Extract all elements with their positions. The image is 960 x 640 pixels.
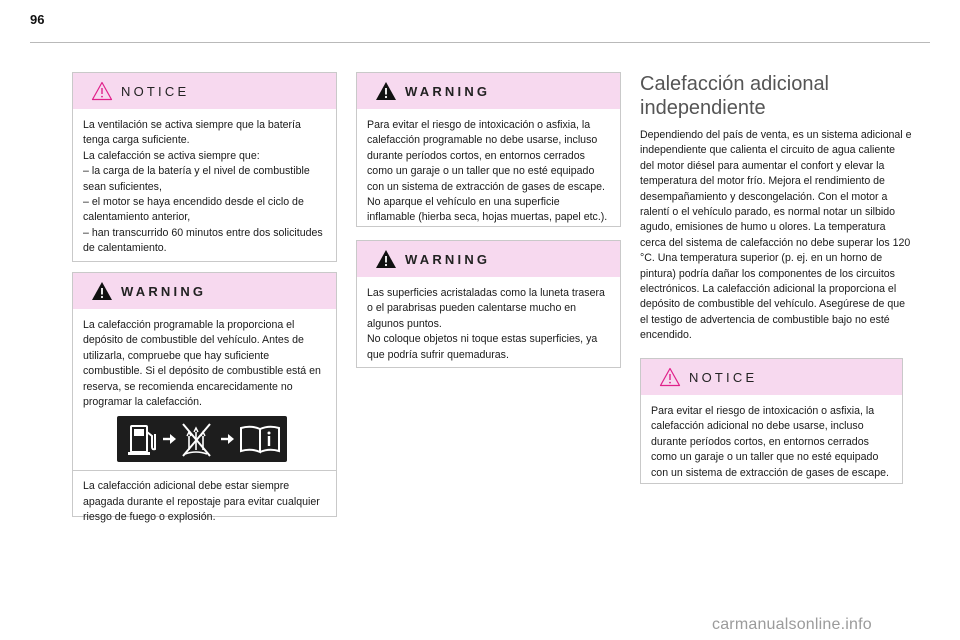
arrow-icon	[221, 434, 234, 444]
warning-body	[357, 277, 620, 373]
warning-box-middle-1	[356, 72, 621, 227]
warning-text: La calefacción programable la proporciona el depósito de combustible del vehículo. Antes de utilizarla, compruebe que hay suficiente combustible. Si el depósito de combustible está en reserva, se recomienda encarecidamente no programar la calefacción.	[83, 319, 321, 409]
notice-box-left	[72, 72, 337, 262]
notice-box-right	[640, 358, 903, 484]
section-title-line1: Calefacción adicional	[640, 73, 830, 95]
section-text: Dependiendo del país de venta, es un sistema adicional e independiente que calienta el circuito de agua caliente del motor diésel para aumentar el confort y elevar la temperatura del motor frío. Mejora el rendimiento de desempañamiento y descongelación. Con el motor a ralentí o el vehículo parado, es normal notar un silbido agudo, emisiones de humo u olores. La temperatura cerca del sistema de calefacción no debe superar los 120 °C. Una temperatura superior (p. ej. en un horno de pintura) podría dañar los componentes de los circuitos electrónicos. La calefacción adicional la proporciona el depósito de combustible del vehículo. Asegúrese de que el testigo de advertencia de combustible bajo no esté encendido.	[640, 129, 912, 342]
warning-triangle-icon	[375, 249, 397, 269]
notice-header	[641, 359, 902, 395]
warning-divider	[73, 470, 336, 471]
notice-triangle-icon	[659, 367, 681, 387]
section-title-line2: independiente	[640, 97, 766, 119]
warning-triangle-icon	[91, 281, 113, 301]
warning-header	[357, 73, 620, 109]
warning-text-after: La calefacción adicional debe estar siempre apagada durante el repostaje para evitar cualquier riesgo de fuego o explosión.	[83, 480, 320, 524]
heater-crossed-icon	[183, 424, 210, 456]
warning-header	[357, 241, 620, 277]
arrow-icon	[163, 434, 176, 444]
page-number: 96	[30, 12, 45, 27]
notice-body	[73, 109, 336, 267]
notice-text: La ventilación se activa siempre que la batería tenga carga suficiente. La calefacción se activa siempre que: – la carga de la batería y el nivel de combustible sean suficientes, – el motor se haya encendido desde el ciclo de calentamiento anterior, – han transcurrido 60 minutos entre dos solicitudes de calentamiento.	[83, 119, 323, 255]
manual-book-icon	[241, 427, 279, 452]
notice-header	[73, 73, 336, 109]
warning-box-left	[72, 272, 337, 524]
warning-box-middle-2	[356, 240, 621, 368]
warning-text: Para evitar el riesgo de intoxicación o asfixia, la calefacción programable no debe usarse, incluso durante períodos cortos, en entornos cerrados como un garaje o un taller que no esté equipado con un sistema de extracción de gases de escape. No aparque el vehículo en una superficie inflamable (hierba seca, hojas muertas, papel etc.).	[367, 119, 608, 224]
warning-heading: WARNING	[121, 283, 207, 299]
notice-heading: NOTICE	[121, 83, 190, 99]
notice-body	[641, 395, 902, 491]
warning-text: Las superficies acristaladas como la luneta trasera o el parabrisas pueden calentarse mucho en algunos puntos. No coloque objetos ni toque estas superficies, ya que podría sufrir quemaduras.	[367, 287, 605, 361]
header-divider	[30, 42, 930, 43]
warning-triangle-icon	[375, 81, 397, 101]
warning-heading: WARNING	[405, 83, 491, 99]
notice-heading: NOTICE	[689, 369, 758, 385]
warning-heading: WARNING	[405, 251, 491, 267]
warning-header	[73, 273, 336, 309]
notice-text: Para evitar el riesgo de intoxicación o asfixia, la calefacción adicional no debe usarse, incluso durante períodos cortos, en entornos cerrados como un garaje o un taller que no esté equipado con un sistema de extracción de gases de escape.	[651, 405, 889, 479]
notice-triangle-icon	[91, 81, 113, 101]
warning-body	[357, 109, 620, 236]
fuel-pump-icon	[128, 426, 155, 455]
watermark: carmanualsonline.info	[712, 616, 872, 633]
refuel-pictogram	[117, 416, 287, 462]
warning-body	[73, 309, 336, 536]
section-title	[640, 72, 940, 120]
